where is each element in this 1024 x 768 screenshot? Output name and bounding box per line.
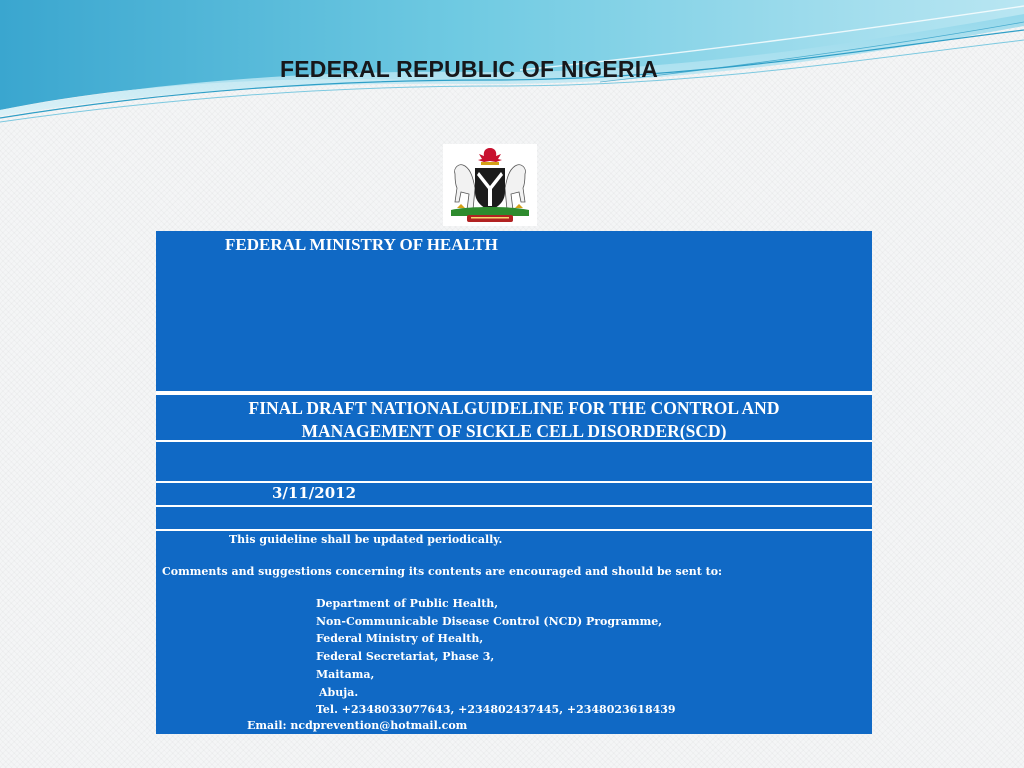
ministry-name: FEDERAL MINISTRY OF HEALTH — [225, 235, 498, 254]
address-block — [316, 595, 676, 719]
contact-cell — [156, 531, 872, 734]
address-line: Non-Communicable Disease Control (NCD) Programme, — [316, 614, 663, 628]
date-cell — [156, 483, 872, 505]
address-line: Maitama, — [316, 667, 375, 681]
document-title-line-1: FINAL DRAFT NATIONALGUIDELINE FOR THE CONTROL AND — [248, 398, 780, 418]
address-line: Department of Public Health, — [316, 597, 499, 610]
comments-note: Comments and suggestions concerning its contents are encouraged and should be sent to: — [162, 565, 723, 578]
blank-cell — [156, 507, 872, 529]
ministry-cell — [156, 231, 872, 391]
document-title-line-2: MANAGEMENT OF SICKLE CELL DISORDER(SCD) — [301, 421, 727, 440]
email-address: Email: ncdprevention@hotmail.com — [247, 719, 468, 732]
document-date: 3/11/2012 — [272, 484, 357, 502]
address-line: Federal Ministry of Health, — [316, 632, 484, 646]
address-line: Federal Secretariat, Phase 3, — [316, 650, 495, 664]
document-title-cell — [156, 395, 872, 440]
update-note: This guideline shall be updated periodically. — [229, 533, 503, 546]
phone-numbers: Tel. +2348033077643, +234802437445, +2348023618439 — [316, 703, 676, 717]
document-panel — [156, 231, 872, 734]
blank-cell — [156, 442, 872, 481]
nigeria-coat-of-arms-icon — [443, 144, 537, 226]
address-line: Abuja. — [319, 685, 359, 699]
page-title: FEDERAL REPUBLIC OF NIGERIA — [280, 56, 659, 82]
document-title — [156, 397, 872, 440]
